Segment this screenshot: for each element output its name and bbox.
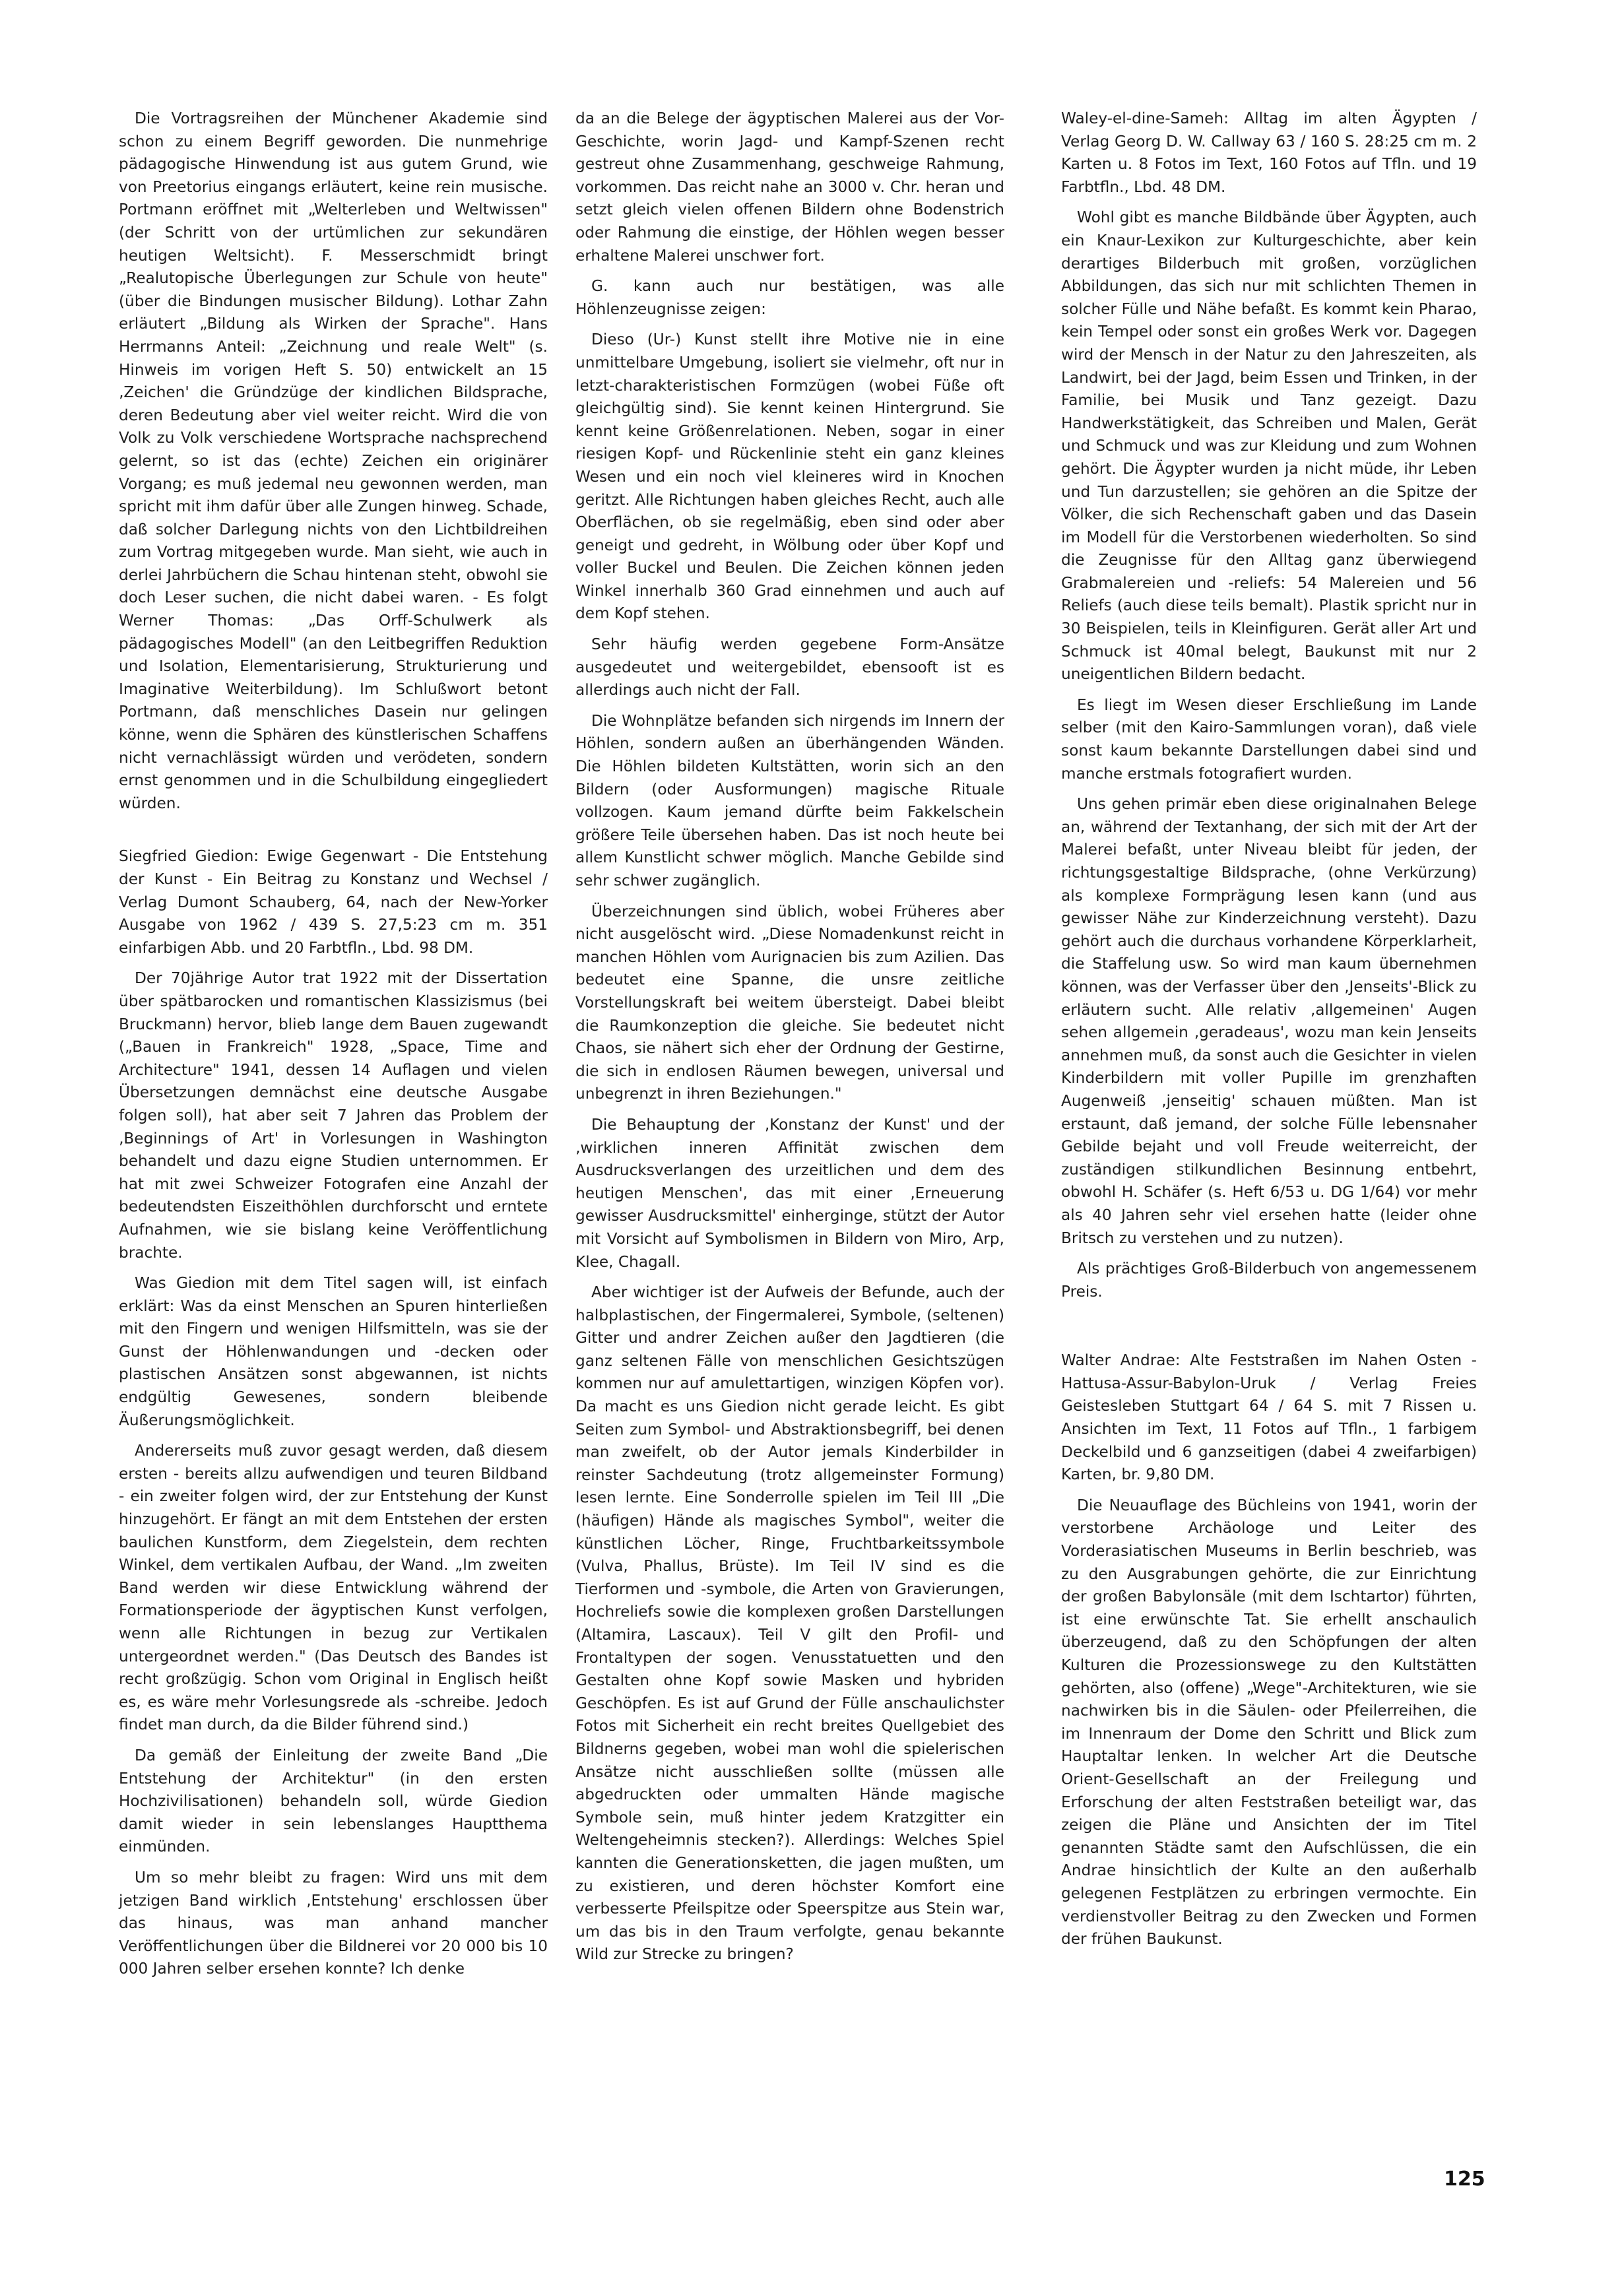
paragraph: Wohl gibt es manche Bildbände über Ägypten, auch ein Knaur-Lexikon zur Kulturgeschichte, aber kein derartiges Bilderbuch mit großen, vorzüglichen Abbildungen, das sich nur mit schlichten Themen in solcher Fülle und Nähe befaßt. Es kommt kein Pharao, kein Tempel oder sonst ein großes Werk vor. Dagegen wird der Mensch in der Natur zu den Jahreszeiten, als Landwirt, bei der Jagd, beim Essen und Trinken, in der Familie, bei Musik und Tanz gezeigt. Dazu Handwerkstätigkeit, das Schreiben und Malen, Gerät und Schmuck und was zur Kleidung und zum Wohnen gehört. Die Ägypter wurden ja nicht müde, ihr Leben und Tun darzustellen; sie gehören an die Spitze der Völker, die sich Rechenschaft gaben und das Dasein im Modell für die Verstorbenen wiederholten. So sind die Zeugnisse für den Alltag ganz überwiegend Grabmalereien und -reliefs: 54 Malereien und 56 Reliefs (auch diese teils bemalt). Plastik spricht nur in 30 Beispielen, teils in Kleinfiguren. Gerät aller Art und Schmuck ist 40mal belegt, Baukunst mit nur 2 uneigentlichen Bildern bedacht.	[1061, 209, 1477, 684]
book-citation: Walter Andrae: Alte Feststraßen im Nahen Osten - Hattusa-Assur-Babylon-Uruk / Verlag Freies Geistesleben Stuttgart 64 / 64 S. mit 7 Rissen u. Ansichten im Text, 11 Fotos auf Tfln., 1 farbigem Deckelbild und 6 ganzseitigen (dabei 4 zweifarbigen) Karten, br. 9,80 DM.	[1061, 1351, 1477, 1484]
paragraph: Überzeichnungen sind üblich, wobei Früheres aber nicht ausgelöscht wird. „Diese Nomadenkunst reicht in manchen Höhlen vom Aurignacien bis zum Azilien. Das bedeutet eine Spanne, die unsre zeitliche Vorstellungskraft bei weitem übersteigt. Dabei bleibt die Raumkonzeption die gleiche. Sie bedeutet nicht Chaos, sie nähert sich eher der Ordnung der Gestirne, die sich in endlosen Räumen bewegen, universal und unbegrenzt in ihren Beziehungen."	[575, 902, 1004, 1103]
text-column-left	[119, 108, 548, 1989]
paragraph: Da gemäß der Einleitung der zweite Band „Die Entstehung der Architektur" (in den ersten Hochzivilisationen) behandeln soll, würde Giedion damit wieder in sein lebenslanges Hauptthema einmünden.	[119, 1746, 548, 1856]
paragraph: Was Giedion mit dem Titel sagen will, ist einfach erklärt: Was da einst Menschen an Spuren hinterließen mit den Fingern und wenigen Hilfsmitteln, was sie der Gunst der Höhlenwandungen und -decken oder plastischen Ansätzen sonst abgewannen, ist nichts endgültig Gewesenes, sondern bleibende Äußerungsmöglichkeit.	[119, 1274, 548, 1429]
paragraph: da an die Belege der ägyptischen Malerei aus der Vor-Geschichte, worin Jagd- und Kampf-Szenen recht gestreut ohne Zusammenhang, geschweige Rahmung, vorkommen. Das reicht nahe an 3000 v. Chr. heran und setzt gleich vielen offenen Bildern ohne Bodenstrich oder Rahmung die einstige, der Höhlen wegen besser erhaltene Malerei unschwer fort.	[575, 110, 1004, 265]
text-column-right	[1061, 108, 1477, 1959]
paragraph: Die Wohnplätze befanden sich nirgends im Innern der Höhlen, sondern außen an überhängenden Wänden. Die Höhlen bildeten Kultstätten, worin sich an den Bildern (oder Ausformungen) magische Rituale vollzogen. Kaum jemand dürfte beim Fakkelschein größere Teile übersehen haben. Das ist noch heute bei allem Kunstlicht schwer möglich. Manche Gebilde sind sehr schwer zugänglich.	[575, 711, 1004, 889]
paragraph: Sehr häufig werden gegebene Form-Ansätze ausgedeutet und weitergebildet, ebensooft ist es allerdings auch nicht der Fall.	[575, 635, 1004, 699]
paragraph: Die Vortragsreihen der Münchener Akademie sind schon zu einem Begriff geworden. Die nunmehrige pädagogische Hinwendung ist aus gutem Grund, wie von Preetorius eingangs erläutert, keine rein musische. Portmann eröffnet mit „Welterleben und Weltwissen" (der Schritt von der urtümlichen zur sekundären heutigen Weltsicht). F. Messerschmidt bringt „Realutopische Überlegungen zur Schule von heute" (über die Bindungen musischer Bildung). Lothar Zahn erläutert „Bildung als Wirken der Sprache". Hans Herrmanns Anteil: „Zeichnung und reale Welt" (s. Hinweis im vorigen Heft S. 50) entwickelt an 15 ‚Zeichen' die Gründzüge der kindlichen Bildsprache, deren Bedeutung aber viel weiter reicht. Wird die von Volk zu Volk verschiedene Wortsprache nachsprechend gelernt, so ist das (echte) Zeichen ein originärer Vorgang; es muß jedemal neu gewonnen werden, man spricht mit ihm dafür über alle Zungen hinweg. Schade, daß solcher Darlegung nichts von den Lichtbildreihen zum Vortrag mitgegeben wurde. Man sieht, wie auch in derlei Jahrbüchern die Schau hintenan steht, obwohl sie doch Leser suchen, die nicht dabei waren. - Es folgt Werner Thomas: „Das Orff-Schulwerk als pädagogisches Modell" (an den Leitbegriffen Reduktion und Isolation, Elementarisierung, Strukturierung und Imaginative Weiterbildung). Im Schlußwort betont Portmann, daß menschliches Dasein nur gelingen könne, wenn die Sphären des künstlerischen Schaffens nicht vernachlässigt würden und verödeten, sondern ernst genommen und in die Schulbildung eingegliedert würden.	[119, 110, 548, 812]
paragraph: Uns gehen primär eben diese originalnahen Belege an, während der Textanhang, der sich mit der Art der Malerei befaßt, unter Niveau bleibt für jeden, der richtungsgestaltige Bildsprache, (ohne Verkürzung) als komplexe Formprägung lesen kann (und aus gewisser Nähe zur Kinderzeichnung versteht). Dazu gehört auch die durchaus vorhandene Körperklarheit, die Staffelung usw. So wird man kaum übernehmen können, was der Verfasser über den ‚Jenseits'-Blick zu erläutern sucht. Alle relativ ‚allgemeinen' Augen sehen allgemein ‚geradeaus', wozu man kein Jenseits annehmen muß, da sonst auch die Gesichter in vielen Kinderbildern mit voller Pupille im grenzhaften Augenweiß ‚jenseitig' schauen müßten. Man ist erstaunt, daß jemand, der solche Fülle lebensnaher Gebilde bejaht und voll Freude weiterreicht, der zuständigen stilkundlichen Besinnung entbehrt, obwohl H. Schäfer (s. Heft 6/53 u. DG 1/64) vor mehr als 40 Jahren sehr viel ersehen hatte (leider ohne Britsch zu verstehen und zu nutzen).	[1061, 795, 1477, 1247]
paragraph: Es liegt im Wesen dieser Erschließung im Lande selber (mit den Kairo-Sammlungen voran), daß viele sonst kaum bekannte Darstellungen dabei sind und manche erstmals fotografiert wurden.	[1061, 695, 1477, 783]
paragraph: Die Neuauflage des Büchleins von 1941, worin der verstorbene Archäologe und Leiter des Vorderasiatischen Museums in Berlin beschrieb, was zu den Ausgrabungen gehörte, die zur Einrichtung der großen Babylonsäle (mit dem Ischtartor) führten, ist eine erwünschte Tat. Sie erhellt anschaulich überzeugend, daß zu den Schöpfungen der alten Kulturen die Prozessionswege zu den Kultstätten gehörten, also (offene) „Wege"-Architekturen, wie sie nachwirken bis in die Säulen- oder Pfeilerreihen, die im Innenraum der Dome den Schritt und Blick zum Hauptaltar lenken. In welcher Art die Deutsche Orient-Gesellschaft an der Freilegung und Erforschung der alten Feststraßen beteiligt war, das zeigen die Pläne und Ansichten der im Titel genannten Städte samt den Aufschlüssen, die ein Andrae hinsichtlich der Kulte an den außerhalb gelegenen Festplätzen zu erbringen vermochte. Ein verdienstvoller Beitrag zu den Zwecken und Formen der frühen Baukunst.	[1061, 1496, 1477, 1949]
paragraph: G. kann auch nur bestätigen, was alle Höhlenzeugnisse zeigen:	[575, 277, 1004, 318]
page-number: 125	[1444, 2168, 1485, 2191]
text-column-middle	[575, 108, 1004, 1974]
paragraph: Dieso (Ur-) Kunst stellt ihre Motive nie in eine unmittelbare Umgebung, isoliert sie vielmehr, oft nur in letzt-charakteristischen Formzügen (wobei Füße oft gleichgültig sind). Sie kennt keinen Hintergrund. Sie kennt keine Größenrelationen. Neben, sogar in einer riesigen Kopf- und Rückenlinie steht ein ganz kleines Wesen und ein noch viel kleineres wird in Knochen geritzt. Alle Richtungen haben gleiches Recht, auch alle Oberflächen, ob sie regelmäßig, eben sind oder aber geneigt und gedreht, in Wölbung oder über Kopf und voller Buckel und Beulen. Die Zeichen können jeden Winkel innerhalb 360 Grad einnehmen und auch auf dem Kopf stehen.	[575, 331, 1004, 623]
paragraph: Die Behauptung der ‚Konstanz der Kunst' und der ‚wirklichen inneren Affinität zwischen dem Ausdrucksverlangen des urzeitlichen und dem des heutigen Menschen', das mit einer ‚Erneuerung gewisser Ausdrucksmittel' einherginge, stützt der Autor mit Vorsicht auf Symbolismen in Bildern von Miro, Arp, Klee, Chagall.	[575, 1115, 1004, 1271]
paragraph: Aber wichtiger ist der Aufweis der Befunde, auch der halbplastischen, der Fingermalerei, Symbole, (seltenen) Gitter und andrer Zeichen außer den Jagdtieren (die ganz seltenen Fälle von menschlichen Gesichtszügen kommen nur auf amulettartigen, winzigen Köpfen vor). Da macht es uns Giedion nicht gerade leicht. Es gibt Seiten zum Symbol- und Abstraktionsbegriff, bei denen man zweifelt, ob der Autor jemals Kinderbilder in reinster Sachdeutung (trotz allgemeinster Formung) lesen lernte. Eine Sonderrolle spielen im Teil III „Die (häufigen) Hände als magisches Symbol", weiter die künstlichen Löcher, Ringe, Fruchtbarkeitssymbole (Vulva, Phallus, Brüste). Im Teil IV sind es die Tierformen und -symbole, die Arten von Gravierungen, Hochreliefs sowie die komplexen großen Darstellungen (Altamira, Lascaux). Teil V gilt den Profil- und Frontaltypen der sogen. Venusstatuetten und den Gestalten ohne Kopf sowie Masken und hybriden Geschöpfen. Es ist auf Grund der Fülle anschaulichster Fotos mit Sicherheit ein recht breites Quellgebiet des Bildnerns gegeben, wobei man wohl die spielerischen Ansätze nicht ausschließen sollte (müssen alle abgedruckten oder ummalten Hände magische Symbole sein, muß hinter jedem Kratzgitter ein Weltengeheimnis stecken?). Allerdings: Welches Spiel kannten die Generationsketten, die jagen mußten, um zu existieren, und deren höchster Komfort eine verbesserte Pfeilspitze oder Speerspitze aus Stein war, um das bis in den Traum verfolgte, genau bekannte Wild zur Strecke zu bringen?	[575, 1283, 1004, 1964]
paragraph: Um so mehr bleibt zu fragen: Wird uns mit dem jetzigen Band wirklich ‚Entstehung' erschlossen über das hinaus, was man anhand mancher Veröffentlichungen über die Bildnerei vor 20 000 bis 10 000 Jahren selber ersehen konnte? Ich denke	[119, 1868, 548, 1978]
paragraph: Der 70jährige Autor trat 1922 mit der Dissertation über spätbarocken und romantischen Klassizismus (bei Bruckmann) hervor, blieb lange dem Bauen zugewandt („Bauen in Frankreich" 1928, „Space, Time and Architecture" 1941, dessen 14 Auflagen und vielen Übersetzungen demnächst eine deutsche Ausgabe folgen soll), hat aber seit 7 Jahren das Problem der ‚Beginnings of Art' in Vorlesungen in Washington behandelt und dazu eigne Studien unternommen. Er hat mit zwei Schweizer Fotografen eine Anzahl der bedeutendsten Eiszeithöhlen durchforscht und erntete Aufnahmen, wie sie bislang keine Veröffentlichung brachte.	[119, 969, 548, 1262]
paragraph: Als prächtiges Groß-Bilderbuch von angemessenem Preis.	[1061, 1260, 1477, 1301]
paragraph: Andererseits muß zuvor gesagt werden, daß diesem ersten - bereits allzu aufwendigen und teuren Bildband - ein zweiter folgen wird, der zur Entstehung der Kunst hinzugehört. Er fängt an mit dem Entstehen der ersten baulichen Kunstform, dem Ziegelstein, dem rechten Winkel, dem vertikalen Aufbau, der Wand. „Im zweiten Band werden wir diese Entwicklung während der Formationsperiode der ägyptischen Kunst verfolgen, wenn alle Richtungen in bezug zur Vertikalen untergeordnet werden." (Das Deutsch des Bandes ist recht großzügig. Schon vom Original in Englisch heißt es, es wäre mehr Vorlesungsrede als -schreibe. Jedoch findet man durch, da die Bilder führend sind.)	[119, 1442, 548, 1734]
book-citation: Waley-el-dine-Sameh: Alltag im alten Ägypten / Verlag Georg D. W. Callway 63 / 160 S. 28:25 cm m. 2 Karten u. 8 Fotos im Text, 160 Fotos auf Tfln. und 19 Farbtfln., Lbd. 48 DM.	[1061, 110, 1477, 196]
book-citation: Siegfried Giedion: Ewige Gegenwart - Die Entstehung der Kunst - Ein Beitrag zu Konstanz und Wechsel / Verlag Dumont Schauberg, 64, nach der New-Yorker Ausgabe von 1962 / 439 S. 27,5:23 cm m. 351 einfarbigen Abb. und 20 Farbtfln., Lbd. 98 DM.	[119, 847, 548, 957]
